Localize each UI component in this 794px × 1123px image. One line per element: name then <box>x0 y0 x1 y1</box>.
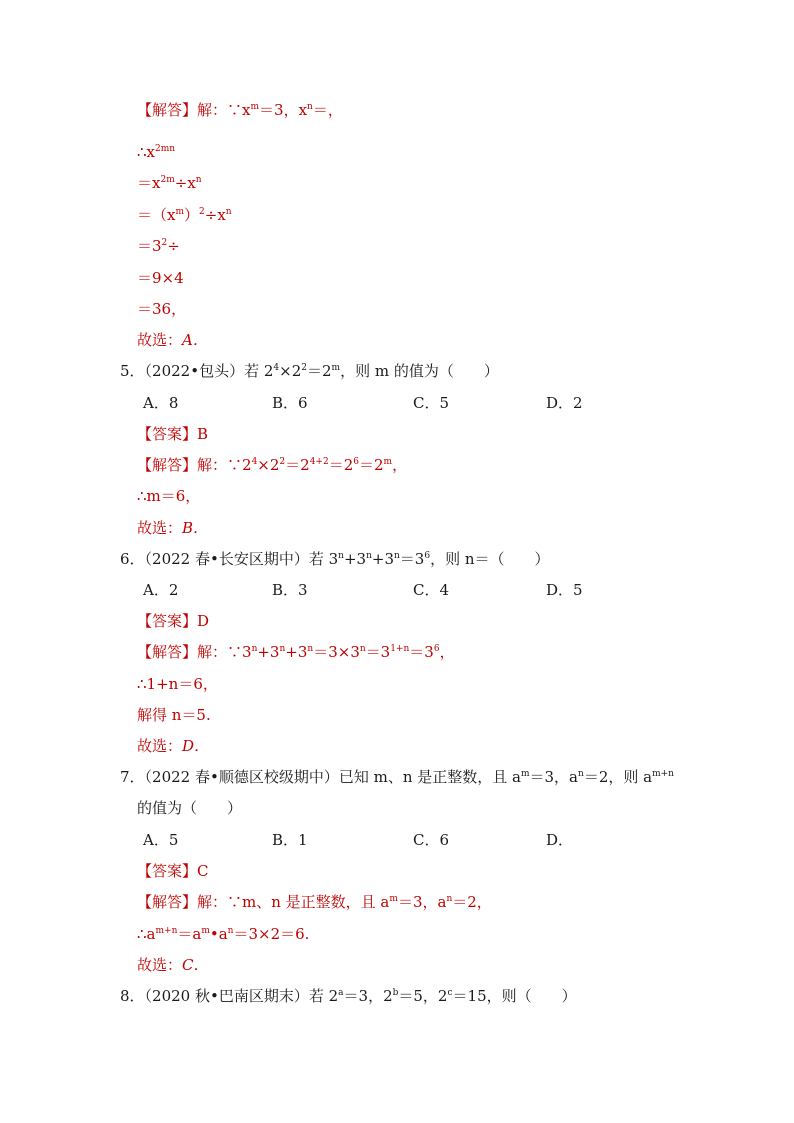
question-6-stem: 6．（2022 春•长安区期中）若 $3^n+3^n+3^n=3^6$，则 n＝（ ） <box>120 550 550 568</box>
question-6-step-1: ∴1+n＝6， <box>137 675 218 693</box>
prev-solution-line-7: ＝36， <box>137 300 187 318</box>
question-7-stem-line-2: 的值为（ ） <box>137 799 243 817</box>
prev-solution-line-2: $\therefore x^{2mn}$ <box>137 143 176 161</box>
question-8-stem: 8．（2020 秋•巴南区期末）若 $2^a=3$，$2^b=5$，$2^c=15$，则（ ） <box>120 987 577 1005</box>
question-5-option-b: B．6 <box>272 394 308 412</box>
question-7-option-b: B．1 <box>272 831 308 849</box>
question-5-answer: 【答案】B <box>137 425 209 443</box>
prev-solution-line-5: $=3^2\div$ <box>137 237 180 255</box>
question-7-solution: 【解答】解：∵m、n 是正整数，且 $a^m=3$，$a^n=2$， <box>137 893 492 911</box>
question-7-option-c: C．6 <box>413 831 450 849</box>
question-5-step-1: ∴m＝6， <box>137 487 201 505</box>
question-5-option-c: C．5 <box>413 394 450 412</box>
prev-solution-line-6: ＝9×4 <box>137 269 184 287</box>
question-5-solution: 【解答】解：$\because 2^4\times 2^2=2^{4+2}=2^6=2^m$， <box>137 456 408 474</box>
question-7-step-1: $\therefore a^{m+n}=a^m•a^n=3\times 2=6$. <box>137 925 310 943</box>
question-6-option-d: D．5 <box>546 581 583 599</box>
prev-solution-final: 故选：A． <box>137 331 208 349</box>
question-7-answer: 【答案】C <box>137 862 209 880</box>
question-7-final: 故选：C． <box>137 956 209 974</box>
question-6-final: 故选：D． <box>137 737 210 755</box>
question-6-step-2: 解得 n＝5. <box>137 706 211 724</box>
question-6-option-b: B．3 <box>272 581 308 599</box>
question-7-option-d: D． <box>546 831 574 849</box>
question-6-solution: 【解答】解：$\because 3^n+3^n+3^n=3\times 3^n=3^{1+n}=3^6$， <box>137 643 455 661</box>
prev-solution-line-4: $=(x^m)^2\div x^n$ <box>137 206 232 224</box>
question-5-option-d: D．2 <box>546 394 583 412</box>
question-5-final: 故选：B． <box>137 519 209 537</box>
question-5-option-a: A．8 <box>143 394 179 412</box>
question-7-option-a: A．5 <box>143 831 179 849</box>
question-5-stem: 5．（2022•包头）若 $2^4\times 2^2=2^m$，则 m 的值为（ ） <box>120 362 499 380</box>
prev-solution-line-3: $=x^{2m}\div x^n$ <box>137 174 202 192</box>
question-6-option-a: A．2 <box>143 581 179 599</box>
prev-solution-line-1: 【解答】解：$\because x^m=3$，$x^n=$， <box>137 101 343 119</box>
question-7-stem: 7．（2022 春•顺德区校级期中）已知 m、n 是正整数，且 $a^m=3$，$a^n=2$，则 $a^{m+n}$ <box>120 768 674 786</box>
question-6-answer: 【答案】D <box>137 612 210 630</box>
question-6-option-c: C．4 <box>413 581 450 599</box>
solution-tag: 【解答】 <box>137 101 198 119</box>
